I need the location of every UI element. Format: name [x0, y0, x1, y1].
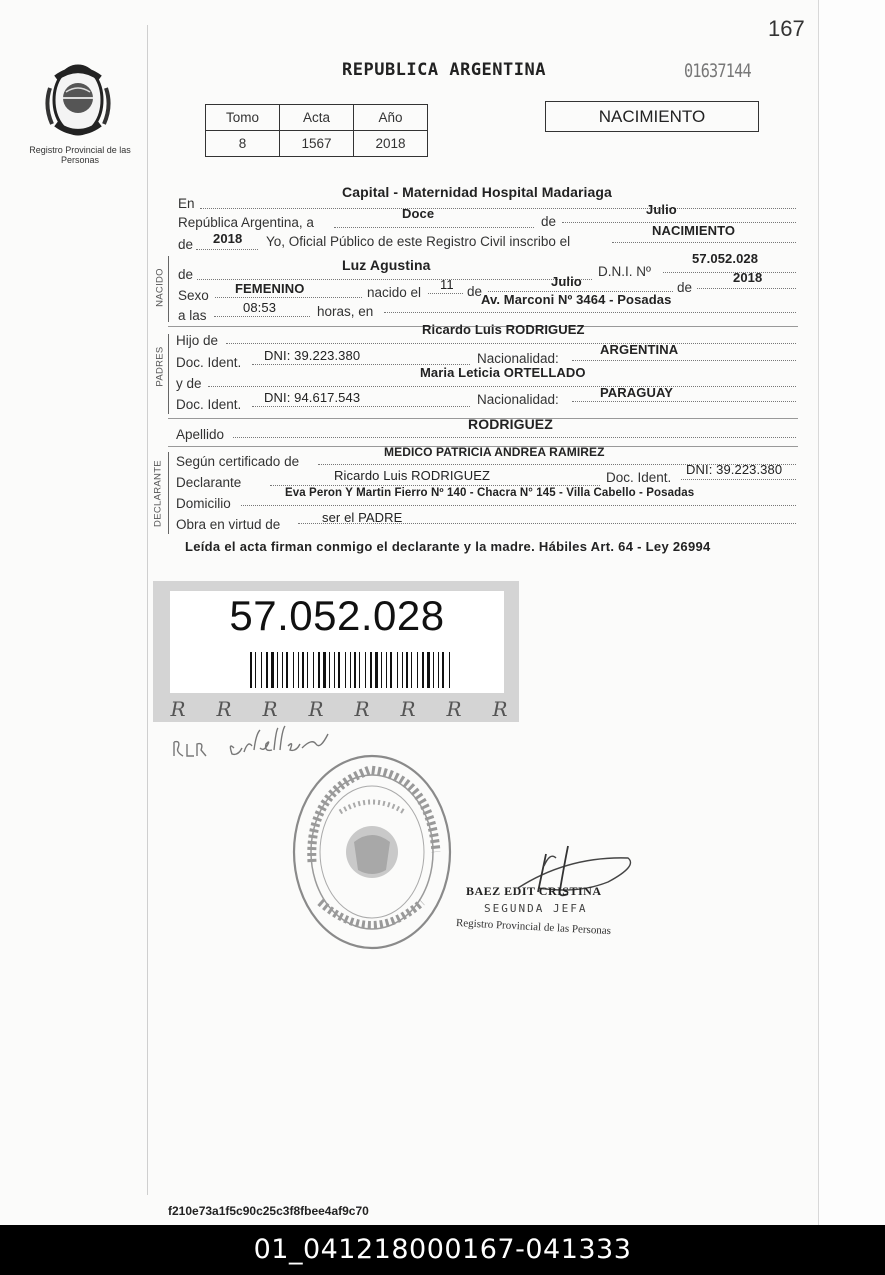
- label-dni: D.N.I. Nº: [598, 264, 651, 279]
- dotted-line: [226, 343, 796, 344]
- mother-name-value: Maria Leticia ORTELLADO: [420, 365, 586, 380]
- serial-number: 01637144: [684, 60, 751, 82]
- table-row: [206, 131, 428, 157]
- sticker-pattern-letter: R: [400, 697, 416, 721]
- sticker-pattern-letter: R: [216, 697, 232, 721]
- dotted-line: [197, 279, 592, 280]
- place-value: Capital - Maternidad Hospital Madariaga: [342, 184, 612, 200]
- label-segun-certificado: Según certificado de: [176, 454, 300, 469]
- label-sexo: Sexo: [178, 288, 209, 303]
- barcode-icon: [250, 652, 453, 688]
- dotted-line: [270, 485, 600, 486]
- dotted-line: [215, 297, 362, 298]
- sticker-pattern-letter: R: [308, 697, 324, 721]
- table-header-row: [206, 105, 428, 131]
- label-nacido-el: nacido el: [367, 285, 422, 300]
- sticker-pattern: [160, 697, 514, 721]
- label-doc-ident: Doc. Ident.: [606, 470, 672, 485]
- label-yo-oficial: Yo, Oficial Público de este Registro Civil inscribo el: [266, 234, 571, 249]
- sticker-pattern-letter: R: [492, 697, 508, 721]
- label-y-de: y de: [176, 376, 202, 391]
- declarant-name-value: Ricardo Luis RODRIGUEZ: [334, 468, 491, 483]
- child-dni-value: 57.052.028: [692, 251, 759, 266]
- official-role: SEGUNDA JEFA: [484, 902, 588, 915]
- month-value: Julio: [646, 202, 677, 217]
- dotted-line: [663, 272, 796, 273]
- dotted-line: [233, 437, 796, 438]
- section-bar: [168, 334, 169, 414]
- table-header: Año: [354, 105, 428, 131]
- dotted-line: [208, 386, 796, 387]
- label-de-year: de: [677, 280, 693, 295]
- surname-value: RODRIGUEZ: [468, 416, 553, 432]
- table-header: Acta: [280, 105, 354, 131]
- label-de-month: de: [467, 284, 483, 299]
- father-doc-value: DNI: 39.223.380: [264, 348, 361, 363]
- birth-year-value: 2018: [733, 270, 763, 285]
- label-horas-en: horas, en: [317, 304, 374, 319]
- dotted-line: [334, 227, 534, 228]
- label-doc-ident: Doc. Ident.: [176, 355, 242, 370]
- label-obra-en-virtud: Obra en virtud de: [176, 517, 281, 532]
- dotted-line: [697, 288, 796, 289]
- dotted-line: [428, 293, 463, 294]
- birth-month-value: Julio: [551, 274, 582, 289]
- label-doc-ident: Doc. Ident.: [176, 397, 242, 412]
- dotted-line: [681, 479, 796, 480]
- table-header: Tomo: [206, 105, 280, 131]
- year-value: 2018: [213, 231, 243, 246]
- father-name-value: Ricardo Luis RODRIGUEZ: [422, 322, 585, 337]
- dni-sticker-number: 57.052.028: [229, 592, 445, 639]
- section-label-padres: PADRES: [154, 346, 166, 387]
- page-number: 167: [768, 16, 805, 41]
- label-en: En: [178, 196, 195, 211]
- table-cell: 8: [206, 131, 280, 157]
- left-margin-line: [147, 25, 148, 1195]
- mother-doc-value: DNI: 94.617.543: [264, 390, 361, 405]
- dotted-line: [384, 312, 796, 313]
- section-label-nacido: NACIDO: [154, 268, 166, 307]
- label-nacionalidad: Nacionalidad:: [477, 351, 559, 366]
- page-edge: [818, 0, 885, 1225]
- act-kind-value: NACIMIENTO: [652, 223, 736, 238]
- child-name-value: Luz Agustina: [342, 257, 431, 273]
- mother-nationality-value: PARAGUAY: [600, 385, 674, 400]
- dotted-line: [572, 360, 796, 361]
- address-value: Eva Peron Y Martin Fierro Nº 140 - Chacra N° 145 - Villa Cabello - Posadas: [285, 487, 695, 499]
- registry-logo-icon: [42, 58, 114, 144]
- dotted-line: [214, 316, 310, 317]
- day-value: Doce: [402, 206, 435, 221]
- official-office: Registro Provincial de las Personas: [455, 917, 612, 938]
- sticker-pattern-letter: R: [170, 697, 186, 721]
- birth-place-value: Av. Marconi Nº 3464 - Posadas: [481, 292, 672, 307]
- dotted-line: [200, 208, 796, 209]
- label-de-name: de: [178, 267, 194, 282]
- dotted-line: [252, 406, 470, 407]
- dotted-line: [196, 249, 258, 250]
- section-bar: [168, 256, 169, 322]
- sticker-pattern-letter: R: [262, 697, 278, 721]
- table-cell: 1567: [280, 131, 354, 157]
- closing-statement: Leída el acta firman conmigo el declarante y la madre. Hábiles Art. 64 - Ley 26994: [185, 539, 711, 554]
- dotted-line: [612, 242, 796, 243]
- sticker-pattern-letter: R: [446, 697, 462, 721]
- dotted-line: [241, 505, 796, 506]
- document-hash: f210e73a1f5c90c25c3f8fbee4af9c70: [168, 1204, 369, 1218]
- register-table: [205, 104, 428, 157]
- label-de: de: [178, 237, 194, 252]
- act-type-box: NACIMIENTO: [545, 101, 759, 132]
- table-cell: 2018: [354, 131, 428, 157]
- label-a-las: a las: [178, 308, 207, 323]
- logo-caption: Registro Provincial de las Personas: [29, 145, 131, 165]
- label-nacionalidad: Nacionalidad:: [477, 392, 559, 407]
- father-nationality-value: ARGENTINA: [600, 342, 679, 357]
- birth-time-value: 08:53: [243, 300, 277, 315]
- footer-code-bar: 01_041218000167-041333: [0, 1225, 885, 1275]
- section-bar: [168, 452, 169, 534]
- certificate-by-value: MEDICO PATRICIA ANDREA RAMIREZ: [384, 445, 605, 459]
- dotted-line: [572, 401, 796, 402]
- label-declarante: Declarante: [176, 475, 242, 490]
- document-title: REPUBLICA ARGENTINA: [342, 60, 546, 80]
- label-hijo-de: Hijo de: [176, 333, 219, 348]
- sex-value: FEMENINO: [235, 281, 305, 296]
- sticker-pattern-letter: R: [354, 697, 370, 721]
- official-seal-icon: [290, 752, 454, 952]
- label-republica: República Argentina, a: [178, 215, 314, 230]
- section-label-declarante: DECLARANTE: [152, 460, 164, 527]
- label-de: de: [541, 214, 557, 229]
- official-name: BAEZ EDIT CRISTINA: [466, 884, 602, 898]
- declarant-doc-value: DNI: 39.223.380: [686, 462, 783, 477]
- label-domicilio: Domicilio: [176, 496, 231, 511]
- label-apellido: Apellido: [176, 427, 225, 442]
- birth-day-value: 11: [440, 277, 454, 292]
- in-virtue-of-value: ser el PADRE: [322, 510, 403, 525]
